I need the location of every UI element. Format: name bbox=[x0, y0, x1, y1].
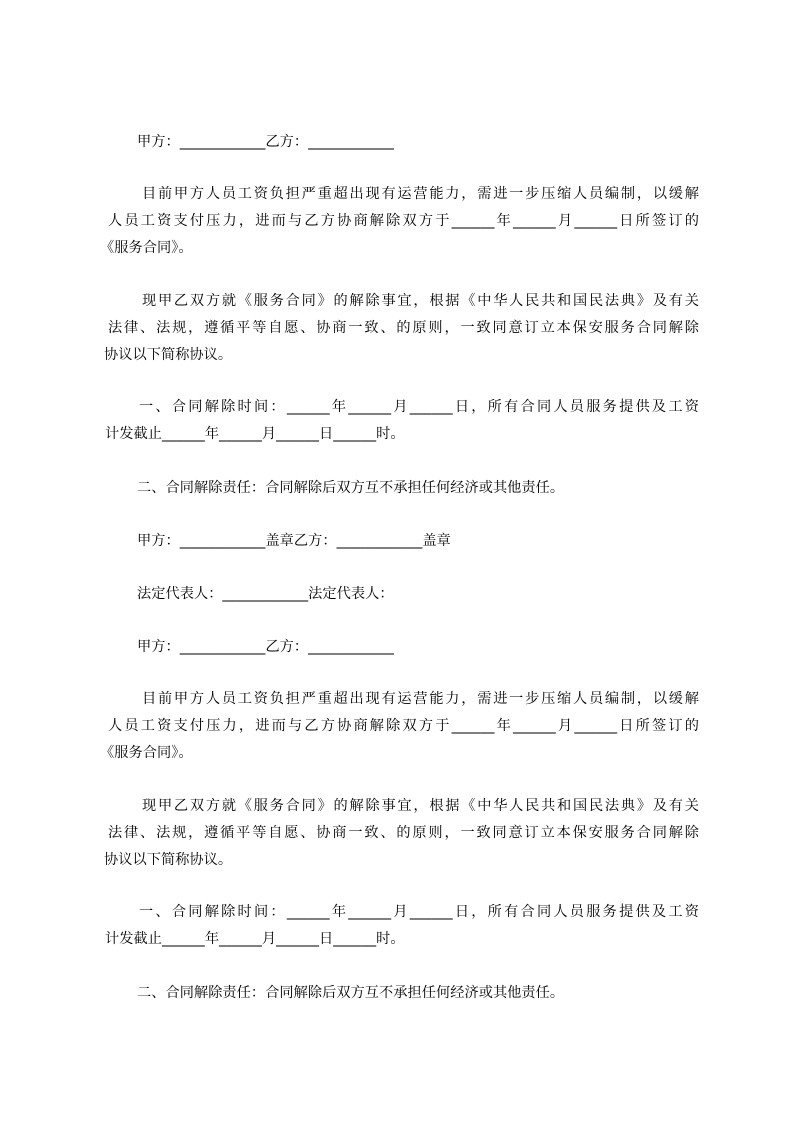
clause-line: 一、合同解除时间：______年______月______日，所有合同人员服务提供及工资 bbox=[139, 904, 699, 920]
paragraph-line: 目前甲方人员工资负担严重超出现有运营能力，需进一步压缩人员编制，以缓解 bbox=[142, 186, 699, 202]
paragraph-line: 法律、法规，遵循平等自愿、协商一致、的原则，一致同意订立本保安服务合同解除 bbox=[108, 320, 699, 336]
clause-line: 二、合同解除责任：合同解除后双方互不承担任何经济或其他责任。 bbox=[137, 985, 565, 1001]
clause-line: 一、合同解除时间：______年______月______日，所有合同人员服务提供及工资 bbox=[139, 399, 699, 415]
parties-line: 甲方：____________乙方：____________ bbox=[137, 134, 394, 150]
clause-line: 计发截止______年______月______日______时。 bbox=[105, 931, 405, 947]
paragraph-line: 目前甲方人员工资负担严重超出现有运营能力，需进一步压缩人员编制，以缓解 bbox=[142, 691, 699, 707]
clause-line: 计发截止______年______月______日______时。 bbox=[105, 426, 405, 442]
parties-line: 甲方：____________乙方：____________ bbox=[137, 639, 394, 655]
paragraph-line: 协议以下简称协议。 bbox=[104, 852, 233, 868]
paragraph-line: 《服务合同》。 bbox=[100, 745, 193, 761]
paragraph-line: 人员工资支付压力，进而与乙方协商解除双方于______年______月______日所签订的 bbox=[108, 718, 699, 734]
paragraph-line: 现甲乙双方就《服务合同》的解除事宜，根据《中华人民共和国民法典》及有关 bbox=[142, 798, 699, 814]
paragraph-line: 现甲乙双方就《服务合同》的解除事宜，根据《中华人民共和国民法典》及有关 bbox=[142, 293, 699, 309]
seal-line: 甲方：____________盖章乙方：____________盖章 bbox=[137, 533, 451, 549]
paragraph-line: 《服务合同》。 bbox=[100, 240, 193, 256]
clause-line: 二、合同解除责任：合同解除后双方互不承担任何经济或其他责任。 bbox=[137, 480, 565, 496]
paragraph-line: 法律、法规，遵循平等自愿、协商一致、的原则，一致同意订立本保安服务合同解除 bbox=[108, 825, 699, 841]
paragraph-line: 人员工资支付压力，进而与乙方协商解除双方于______年______月______日所签订的 bbox=[108, 213, 699, 229]
representative-line: 法定代表人：____________法定代表人： bbox=[137, 586, 394, 602]
paragraph-line: 协议以下简称协议。 bbox=[104, 347, 233, 363]
